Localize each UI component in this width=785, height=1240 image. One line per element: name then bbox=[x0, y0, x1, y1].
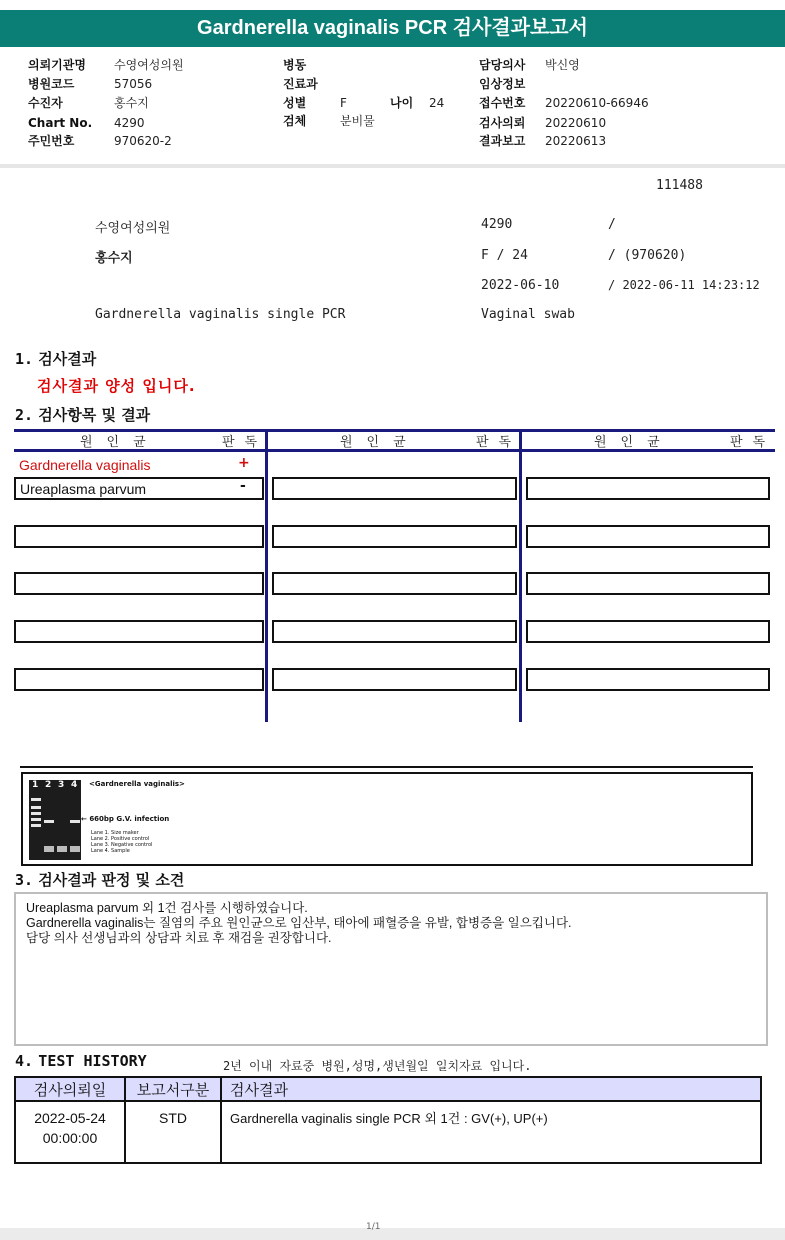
pathogen-result: - bbox=[240, 478, 246, 494]
value-report-date: 20220613 bbox=[545, 134, 607, 148]
section-3-heading bbox=[15, 869, 184, 890]
section-4-number: 4. bbox=[15, 1052, 34, 1070]
section-2-number: 2. bbox=[15, 406, 34, 424]
result-cell bbox=[14, 620, 264, 643]
grid-divider-1 bbox=[265, 429, 268, 722]
value-hospital-code: 57056 bbox=[114, 77, 153, 91]
result-cell bbox=[272, 572, 517, 595]
section-4-heading bbox=[15, 1052, 147, 1070]
header-divider bbox=[0, 164, 785, 168]
history-col-date: 검사의뢰일 bbox=[15, 1077, 125, 1101]
result-cell bbox=[272, 620, 517, 643]
lane-legend-item: Lane 3. Negative control bbox=[91, 842, 153, 848]
value-specimen: 분비물 bbox=[340, 114, 375, 128]
result-cell bbox=[526, 620, 770, 643]
info-birth: / (970620) bbox=[608, 248, 687, 263]
gel-electrophoresis-image bbox=[29, 780, 81, 860]
lane-legend-item: Lane 2. Positive control bbox=[91, 836, 150, 842]
info-patient: 홍수지 bbox=[95, 251, 133, 266]
info-request-date: 2022-06-10 bbox=[481, 278, 560, 293]
grid-divider-2 bbox=[519, 429, 522, 722]
history-date-cell bbox=[15, 1101, 125, 1163]
info-specimen: Vaginal swab bbox=[481, 307, 575, 322]
history-table bbox=[14, 1076, 762, 1164]
gel-lane-legend bbox=[91, 830, 152, 854]
value-resident-no: 970620-2 bbox=[114, 134, 172, 148]
history-note: 2년 이내 자료중 병원,성명,생년월일 일치자료 입니다. bbox=[223, 1059, 532, 1073]
primer-band bbox=[57, 846, 67, 852]
primer-band bbox=[70, 846, 80, 852]
pathogen-name: Ureaplasma parvum bbox=[20, 481, 147, 497]
opinion-line: 담당 의사 선생님과의 상담과 치료 후 재검을 권장합니다. bbox=[26, 931, 332, 945]
col-header-pathogen-3: 원인균 bbox=[594, 435, 674, 450]
value-sex: F bbox=[340, 96, 347, 110]
gel-band-label-text: 660bp G.V. infection bbox=[89, 815, 170, 823]
info-sex-age: F / 24 bbox=[481, 248, 528, 263]
result-cell bbox=[526, 525, 770, 548]
value-age: 24 bbox=[429, 96, 445, 110]
lane-number: 2 bbox=[45, 780, 52, 790]
ladder-band bbox=[31, 798, 41, 801]
result-cell bbox=[526, 477, 770, 500]
sample-band bbox=[70, 820, 80, 823]
gel-band-label: ← 660bp G.V. infection bbox=[81, 815, 170, 823]
info-chart: 4290 bbox=[481, 217, 513, 232]
value-hospital: 수영여성의원 bbox=[114, 58, 184, 72]
info-hospital: 수영여성의원 bbox=[95, 221, 171, 236]
label-report-date: 결과보고 bbox=[479, 134, 526, 148]
pathogen-result: + bbox=[238, 455, 250, 471]
col-header-pathogen-2: 원인균 bbox=[340, 435, 420, 450]
positive-band bbox=[44, 820, 54, 823]
history-col-type: 보고서구분 bbox=[125, 1077, 221, 1101]
label-patient: 수진자 bbox=[28, 96, 63, 110]
opinion-line: Gardnerella vaginalis는 질염의 주요 원인균으로 임산부, 태아에 패혈증을 유발, 합병증을 일으킵니다. bbox=[26, 916, 572, 930]
value-patient: 홍수지 bbox=[114, 96, 149, 110]
lane-number: 3 bbox=[58, 780, 65, 790]
history-header-row bbox=[15, 1077, 761, 1101]
label-chart-no: Chart No. bbox=[28, 116, 93, 130]
result-cell bbox=[526, 572, 770, 595]
table-row bbox=[15, 1101, 761, 1163]
section-3-number: 3. bbox=[15, 871, 34, 889]
result-summary: 검사결과 양성 입니다. bbox=[37, 377, 196, 395]
col-header-judgement-1: 판독 bbox=[222, 435, 268, 450]
label-receipt-no: 접수번호 bbox=[479, 96, 526, 110]
label-ward: 병동 bbox=[283, 58, 307, 72]
col-header-pathogen-1: 원인균 bbox=[80, 435, 160, 450]
result-cell bbox=[272, 525, 517, 548]
label-department: 진료과 bbox=[283, 77, 318, 91]
lane-legend-item: Lane 1. Size maker bbox=[91, 830, 139, 836]
ladder-band bbox=[31, 818, 41, 821]
ladder-band bbox=[31, 812, 41, 815]
value-receipt-no: 20220610-66946 bbox=[545, 96, 649, 110]
section-1-number: 1. bbox=[15, 350, 34, 368]
label-hospital: 의뢰기관명 bbox=[28, 58, 86, 72]
result-cell bbox=[14, 572, 264, 595]
history-date: 2022-05-24 bbox=[34, 1110, 106, 1126]
label-sex: 성별 bbox=[283, 96, 307, 110]
lane-legend-item: Lane 4. Sample bbox=[91, 848, 130, 854]
label-request-date: 검사의뢰 bbox=[479, 116, 526, 130]
value-chart-no: 4290 bbox=[114, 116, 145, 130]
label-resident-no: 주민번호 bbox=[28, 134, 75, 148]
col-header-judgement-3: 판독 bbox=[730, 435, 776, 450]
gel-figure bbox=[21, 772, 753, 866]
result-cell bbox=[272, 477, 517, 500]
page-number: 1/1 bbox=[366, 1222, 381, 1232]
info-slash: / bbox=[608, 217, 616, 232]
result-cell bbox=[272, 668, 517, 691]
gel-divider bbox=[20, 766, 753, 768]
history-type: STD bbox=[125, 1101, 221, 1163]
label-clinical-info: 임상정보 bbox=[479, 77, 526, 91]
gel-title: <Gardnerella vaginalis> bbox=[89, 780, 185, 788]
section-4-title: TEST HISTORY bbox=[38, 1052, 147, 1070]
ladder-band bbox=[31, 824, 41, 827]
pathogen-name: Gardnerella vaginalis bbox=[19, 457, 151, 473]
history-time: 00:00:00 bbox=[42, 1130, 98, 1146]
ladder-band bbox=[31, 806, 41, 809]
history-col-result: 검사결과 bbox=[221, 1077, 761, 1101]
value-request-date: 20220610 bbox=[545, 116, 607, 130]
value-doctor: 박신영 bbox=[545, 58, 580, 72]
result-cell bbox=[14, 525, 264, 548]
result-cell bbox=[14, 668, 264, 691]
report-title: Gardnerella vaginalis PCR 검사결과보고서 bbox=[0, 10, 785, 47]
info-test-name: Gardnerella vaginalis single PCR bbox=[95, 307, 346, 322]
opinion-line: Ureaplasma parvum 외 1건 검사를 시행하였습니다. bbox=[26, 901, 308, 915]
serial-number: 111488 bbox=[656, 178, 703, 193]
history-result: Gardnerella vaginalis single PCR 외 1건 : GV(+), UP(+) bbox=[221, 1101, 761, 1163]
label-specimen: 검체 bbox=[283, 114, 307, 128]
opinion-box bbox=[14, 892, 768, 1046]
label-doctor: 담당의사 bbox=[479, 58, 526, 72]
section-1-title: 검사결과 bbox=[38, 350, 97, 368]
section-3-title: 검사결과 판정 및 소견 bbox=[38, 871, 185, 889]
primer-band bbox=[44, 846, 54, 852]
label-age: 나이 bbox=[390, 96, 414, 110]
info-report-datetime: / 2022-06-11 14:23:12 bbox=[608, 278, 760, 292]
label-hospital-code: 병원코드 bbox=[28, 77, 75, 91]
page-footer bbox=[0, 1228, 785, 1240]
col-header-judgement-2: 판독 bbox=[476, 435, 522, 450]
section-2-title: 검사항목 및 결과 bbox=[38, 406, 151, 424]
result-cell bbox=[526, 668, 770, 691]
lane-number: 4 bbox=[71, 780, 78, 790]
section-1-heading bbox=[15, 348, 96, 369]
section-2-heading bbox=[15, 404, 150, 425]
lane-number: 1 bbox=[32, 780, 39, 790]
